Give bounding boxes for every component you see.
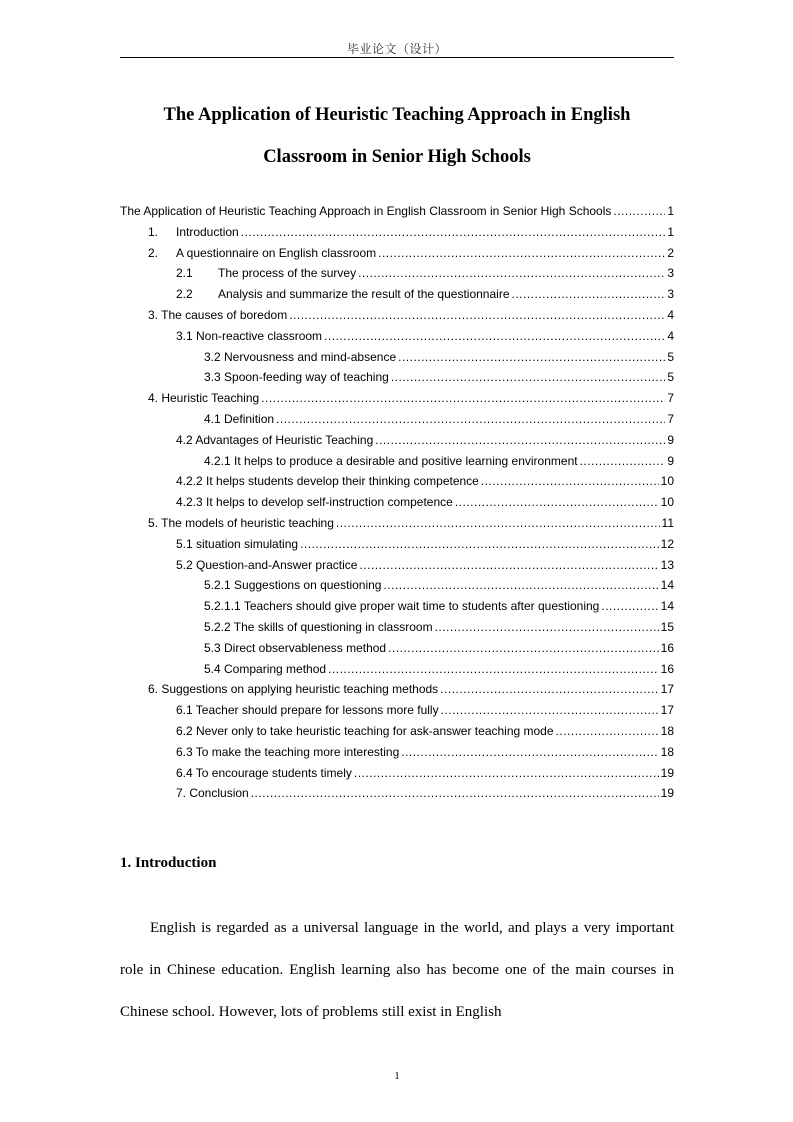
toc-entry-page: 5 (667, 349, 674, 364)
toc-entry-title: 4. Heuristic Teaching (148, 391, 260, 406)
toc-entry-page: 7 (667, 391, 674, 406)
toc-dot-leader (354, 763, 659, 784)
toc-entry-title: 4.1 Definition (204, 411, 275, 426)
toc-dot-leader (388, 638, 659, 659)
toc-entry-page: 10 (660, 495, 674, 510)
toc-dot-leader (398, 347, 665, 368)
toc-entry[interactable] (120, 679, 674, 700)
toc-entry[interactable] (120, 451, 674, 472)
toc-entry[interactable] (120, 347, 674, 368)
toc-entry-page: 11 (661, 515, 674, 530)
toc-entry-page: 17 (660, 682, 674, 697)
toc-entry[interactable] (120, 555, 674, 576)
toc-entry[interactable] (120, 201, 674, 222)
toc-dot-leader (336, 513, 660, 534)
page-header: 毕业论文（设计） (346, 42, 447, 56)
toc-dot-leader (358, 263, 665, 284)
toc-entry-title: Analysis and summarize the result of the questionnaire (218, 287, 510, 302)
toc-entry-title: 6.2 Never only to take heuristic teaching for ask-answer teaching mode (176, 723, 554, 738)
toc-entry-title: 6.4 To encourage students timely (176, 765, 352, 780)
page-number: 1 (394, 1070, 400, 1082)
toc-entry[interactable] (120, 575, 674, 596)
toc-entry-page: 17 (660, 703, 674, 718)
toc-entry[interactable] (120, 513, 674, 534)
toc-entry[interactable] (120, 305, 674, 326)
toc-dot-leader (328, 659, 659, 680)
toc-entry[interactable] (120, 596, 674, 617)
toc-entry-page: 1 (667, 224, 674, 239)
toc-entry-page: 18 (660, 744, 674, 759)
toc-entry[interactable] (120, 326, 674, 347)
toc-entry[interactable] (120, 367, 674, 388)
toc-entry-number: 2.1 (176, 266, 193, 281)
toc-entry[interactable] (120, 471, 674, 492)
toc-entry-number: 2.2 (176, 287, 193, 302)
toc-dot-leader (441, 700, 659, 721)
toc-entry-page: 4 (667, 307, 674, 322)
toc-entry[interactable] (120, 638, 674, 659)
toc-dot-leader (435, 617, 659, 638)
toc-entry-title: 4.2.1 It helps to produce a desirable and positive learning environment (204, 453, 578, 468)
toc-entry[interactable] (120, 284, 674, 305)
toc-entry-title: 4.2.3 It helps to develop self-instruction competence (176, 495, 453, 510)
toc-dot-leader (512, 284, 666, 305)
toc-entry-title: 5.2.1.1 Teachers should give proper wait time to students after questioning (204, 599, 600, 614)
toc-entry[interactable] (120, 243, 674, 264)
table-of-contents (120, 201, 674, 804)
document-title-line-2: Classroom in Senior High Schools (263, 147, 531, 167)
toc-entry-title: 7. Conclusion (176, 786, 249, 801)
toc-entry-page: 9 (667, 432, 674, 447)
toc-entry[interactable] (120, 659, 674, 680)
section-heading-introduction: 1. Introduction (120, 855, 217, 871)
toc-entry-page: 7 (667, 411, 674, 426)
toc-entry-title: 3.3 Spoon-feeding way of teaching (204, 370, 389, 385)
toc-dot-leader (613, 201, 665, 222)
toc-entry-page: 16 (660, 661, 674, 676)
toc-entry-page: 14 (660, 599, 674, 614)
toc-entry-page: 13 (660, 557, 674, 572)
toc-entry-title: 5.4 Comparing method (204, 661, 327, 676)
document-title-line-1: The Application of Heuristic Teaching Approach in English (163, 105, 631, 125)
toc-entry[interactable] (120, 492, 674, 513)
toc-entry-page: 19 (660, 765, 674, 780)
toc-entry[interactable] (120, 742, 674, 763)
toc-entry-title: A questionnaire on English classroom (176, 245, 377, 260)
toc-entry-title: 3.1 Non-reactive classroom (176, 328, 323, 343)
toc-entry[interactable] (120, 721, 674, 742)
toc-entry-page: 10 (660, 474, 674, 489)
toc-entry-page: 14 (660, 578, 674, 593)
toc-entry[interactable] (120, 388, 674, 409)
toc-entry[interactable] (120, 263, 674, 284)
toc-entry[interactable] (120, 700, 674, 721)
toc-entry-title: 6.1 Teacher should prepare for lessons more fully (176, 703, 439, 718)
toc-entry[interactable] (120, 617, 674, 638)
toc-entry-page: 3 (667, 287, 674, 302)
toc-dot-leader (556, 721, 659, 742)
toc-entry-title: 5.2.1 Suggestions on questioning (204, 578, 382, 593)
toc-dot-leader (375, 430, 665, 451)
toc-dot-leader (401, 742, 658, 763)
toc-dot-leader (359, 555, 658, 576)
toc-entry-page: 4 (667, 328, 674, 343)
toc-entry-page: 19 (660, 786, 674, 801)
toc-entry-title: 5.3 Direct observableness method (204, 640, 387, 655)
toc-entry[interactable] (120, 430, 674, 451)
toc-dot-leader (481, 471, 659, 492)
toc-entry-page: 15 (660, 619, 674, 634)
toc-entry-page: 18 (660, 723, 674, 738)
toc-entry-title: 5.2.2 The skills of questioning in classroom (204, 619, 433, 634)
toc-entry-page: 2 (667, 245, 674, 260)
toc-dot-leader (455, 492, 659, 513)
toc-dot-leader (241, 222, 666, 243)
toc-entry-number: 2. (148, 245, 159, 260)
toc-entry-title: 3. The causes of boredom (148, 307, 288, 322)
toc-entry[interactable] (120, 222, 674, 243)
toc-entry-title: 4.2 Advantages of Heuristic Teaching (176, 432, 374, 447)
toc-dot-leader (378, 243, 665, 264)
toc-entry-title: 6. Suggestions on applying heuristic teaching methods (148, 682, 439, 697)
toc-entry-title: 3.2 Nervousness and mind-absence (204, 349, 397, 364)
toc-entry-title: 4.2.2 It helps students develop their thinking competence (176, 474, 479, 489)
toc-entry-page: 16 (660, 640, 674, 655)
toc-entry-title: The process of the survey (218, 266, 357, 281)
toc-entry[interactable] (120, 763, 674, 784)
body-paragraph: English is regarded as a universal language in the world, and plays a very important role in Chinese education. English learning also has become one of the main courses in Chinese school. However, lots of problems still exist in English (120, 920, 674, 1020)
toc-dot-leader (391, 367, 666, 388)
toc-entry-page: 12 (660, 536, 674, 551)
toc-entry-number: 1. (148, 224, 159, 239)
toc-entry[interactable] (120, 409, 674, 430)
toc-entry-page: 3 (667, 266, 674, 281)
toc-entry-title: Introduction (176, 224, 239, 239)
toc-entry-title: 5. The models of heuristic teaching (148, 515, 334, 530)
toc-dot-leader (440, 679, 658, 700)
toc-entry-title: 5.2 Question-and-Answer practice (176, 557, 358, 572)
toc-dot-leader (300, 534, 659, 555)
toc-dot-leader (324, 326, 665, 347)
header-rule (120, 57, 674, 58)
toc-entry-title: 5.1 situation simulating (176, 536, 299, 551)
toc-dot-leader (276, 409, 665, 430)
toc-entry[interactable] (120, 534, 674, 555)
toc-dot-leader (289, 305, 665, 326)
toc-entry-page: 1 (667, 204, 674, 218)
toc-entry-page: 9 (667, 453, 674, 468)
toc-entry[interactable] (120, 783, 674, 804)
toc-entry-title: 6.3 To make the teaching more interesting (176, 744, 400, 759)
toc-dot-leader (580, 451, 666, 472)
toc-entry-page: 5 (667, 370, 674, 385)
toc-dot-leader (251, 783, 659, 804)
toc-entry-title: The Application of Heuristic Teaching Approach in English Classroom in Senior High Schools (120, 204, 612, 218)
toc-dot-leader (261, 388, 665, 409)
toc-dot-leader (383, 575, 658, 596)
toc-dot-leader (601, 596, 658, 617)
